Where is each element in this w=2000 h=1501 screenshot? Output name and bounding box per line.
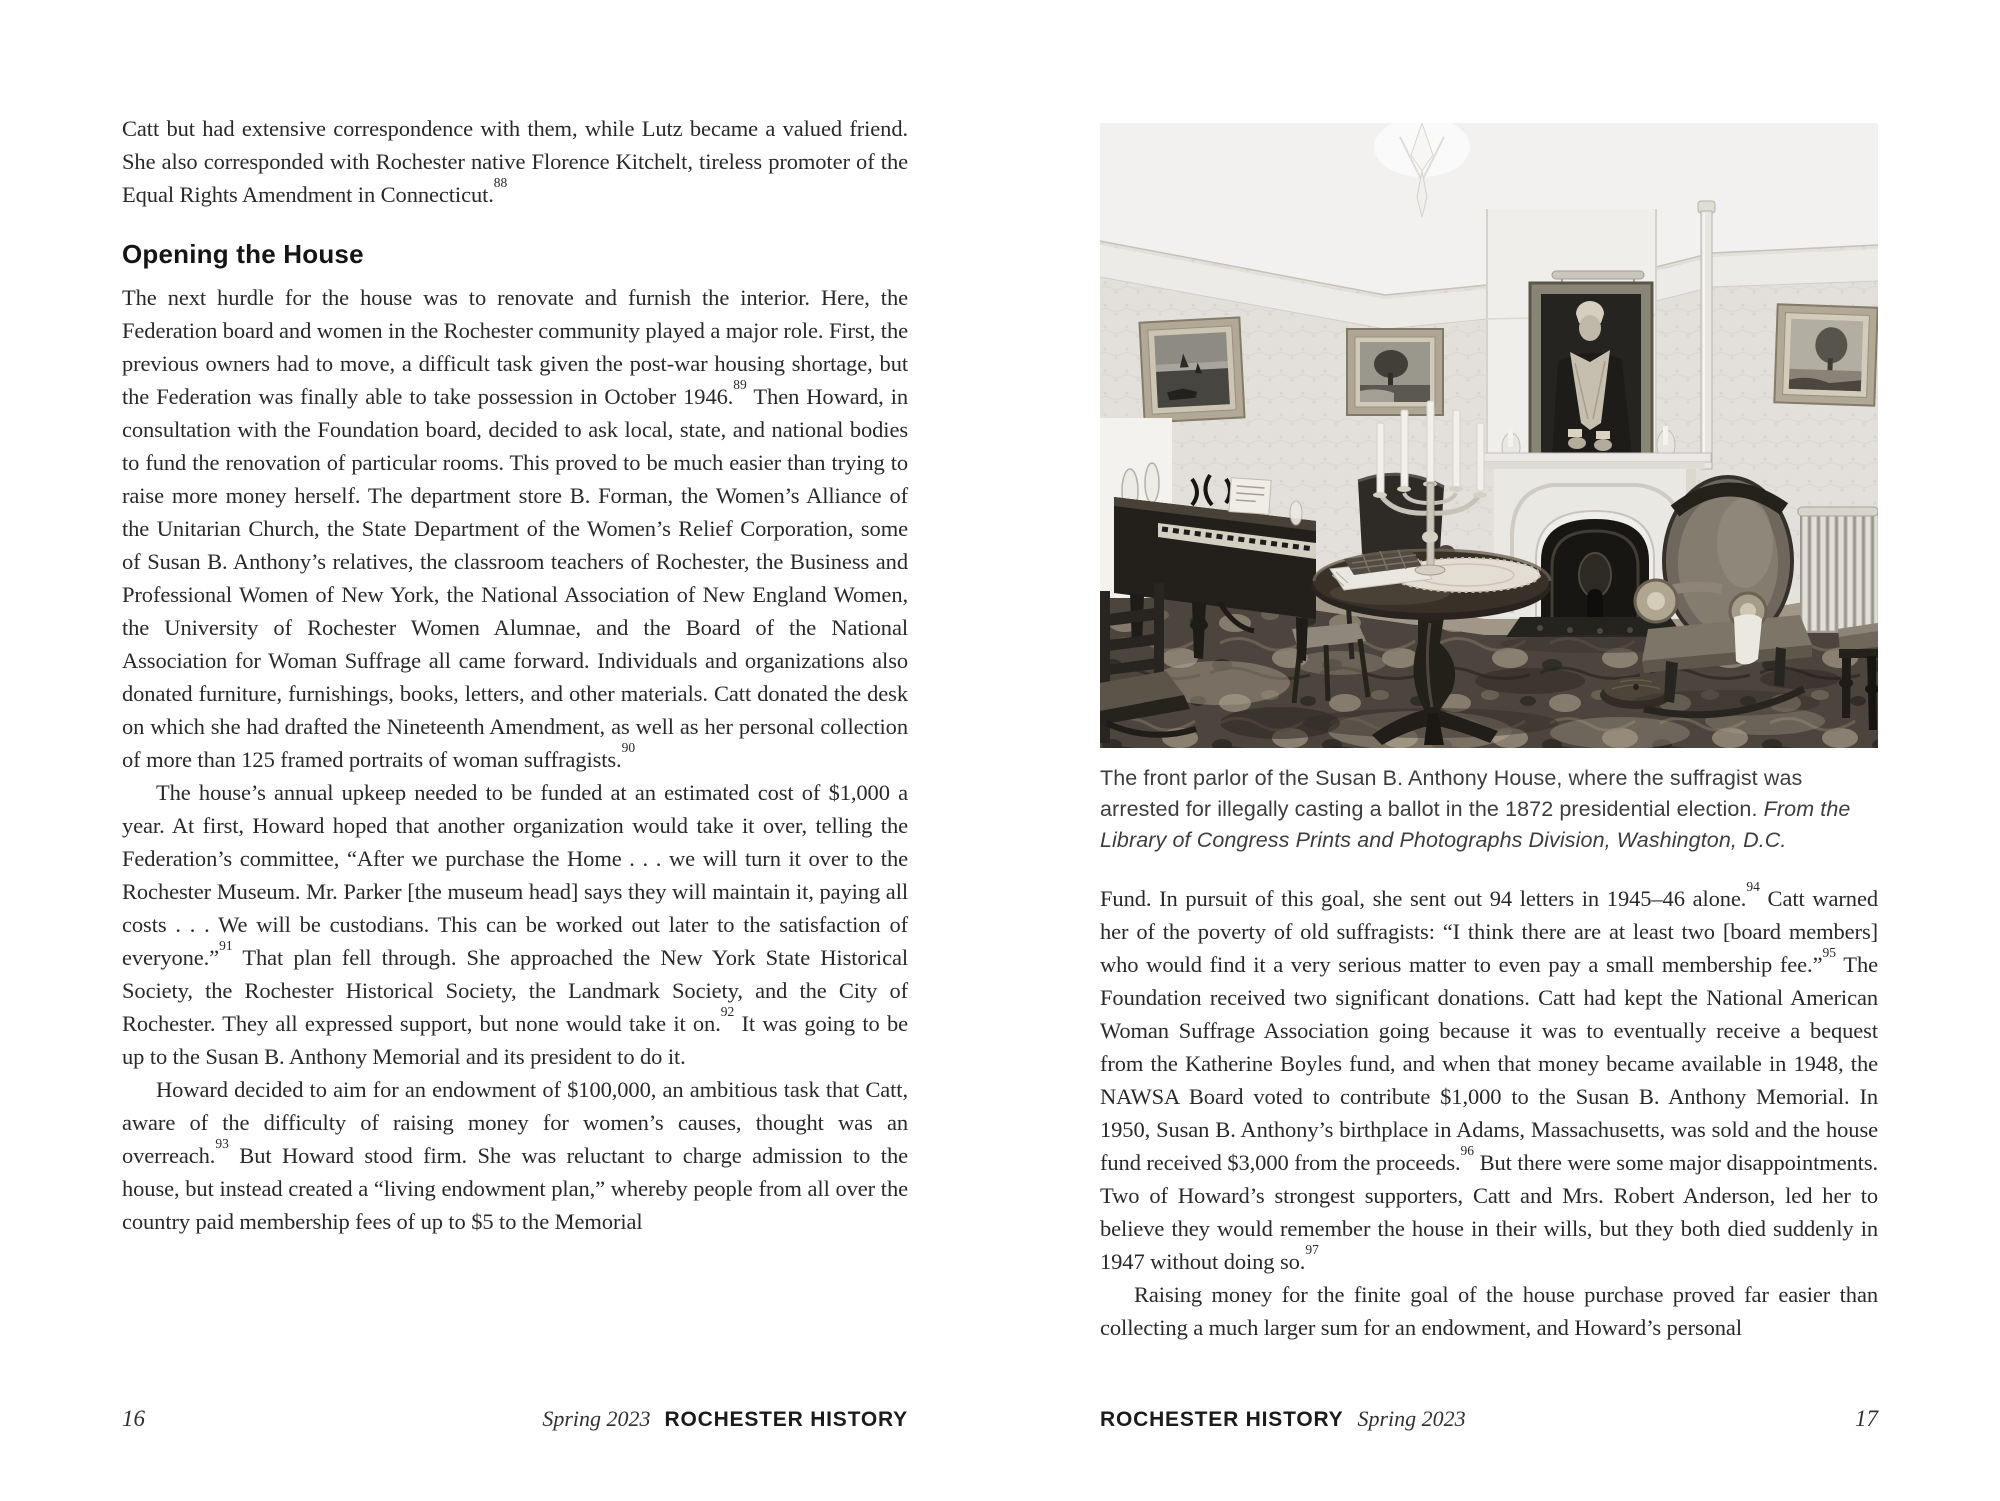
left-page-footer [122,1406,908,1432]
paragraph-intro: Catt but had extensive correspondence with them, while Lutz became a valued friend. She also corresponded with Rochester native Florence Kitchelt, tireless promoter of the Equal Rights Amendment in Connecticut.$^{88}$ [122,116,908,207]
issue-label: Spring 2023 [1357,1406,1466,1431]
paragraph: Raising money for the finite goal of the house purchase proved far easier than collecting a much larger sum for an endowment, and Howard’s personal [1100,1282,1878,1340]
paragraph: Fund. In pursuit of this goal, she sent out 94 letters in 1945–46 alone.$^{94}$ Catt warned her of the poverty of old suffragists: “I think there are at least two [board members] who would find it a very serious matter to even pay a small membership fee.”$^{95}$ The Foundation received two significant donations. Catt had kept the National American Woman Suffrage Association going because it was to eventually receive a bequest from the Katherine Boyles fund, and when that money became available in 1948, the NAWSA Board voted to contribute $1,000 to the Susan B. Anthony Memorial. In 1950, Susan B. Anthony’s birthplace in Adams, Massachusetts, was sold and the house fund received $3,000 from the proceeds.$^{96}$ But there were some major disappointments. Two of Howard’s strongest supporters, Catt and Mrs. Robert Anderson, led her to believe they would remember the house in their wills, but they both died suddenly in 1947 without doing so.$^{97}$ [1100,878,1879,1274]
journal-title: ROCHESTER HISTORY [664,1408,908,1431]
left-page [122,112,908,1238]
running-title [542,1406,908,1432]
right-page-footer [1100,1406,1878,1432]
parlor-photo-figure [1100,123,1878,856]
right-page [1100,123,1878,1344]
running-title [1100,1406,1466,1432]
photo-caption: The front parlor of the Susan B. Anthony House, where the suffragist was arrested for illegally casting a ballot in the 1872 presidential election. From the Library of Congress Prints and Photographs Division, Washington, D.C. [1100,766,1851,852]
paragraph: The next hurdle for the house was to renovate and furnish the interior. Here, the Federation board and women in the Rochester community played a major role. First, the previous owners had to move, a difficult task given the post-war housing shortage, but the Federation was finally able to take possession in October 1946.89 Then Howard, in consultation with the Foundation board, decided to ask local, state, and national bodies to fund the renovation of particular rooms. This proved to be much easier than trying to raise more money herself. The department store B. Forman, the Women’s Alliance of the Unitarian Church, the State Department of the Women’s Relief Corporation, some of Susan B. Anthony’s relatives, the classroom teachers of Rochester, the Business and Professional Women of New York, the National Association of New England Women, the University of Rochester Women Alumnae, and the Board of the National Association for Woman Suffrage all came forward. Individuals and organizations also donated furniture, furnishings, books, letters, and other materials. Catt donated the desk on which she had drafted the Nineteenth Amendment, as well as her personal collection of more than 125 framed portraits of woman suffragists.$^{90}$ [122,285,908,772]
paragraph: The house’s annual upkeep needed to be funded at an estimated cost of $1,000 a year. At first, Howard hoped that another organization would take it over, telling the Federation’s committee, “After we purchase the Home . . . we will turn it over to the Rochester Museum. Mr. Parker [the museum head] says they will maintain it, paying all costs . . . We will be custodians. This can be worked out later to the satisfaction of everyone.”$^{91}$ That plan fell through. She approached the New York State Historical Society, the Rochester Historical Society, the Landmark Society, and the City of Rochester. They all expressed support, but none would take it on.$^{92}$ It was going to be up to the Susan B. Anthony Memorial and its president to do it. [122,780,909,1069]
journal-title: ROCHESTER HISTORY [1100,1408,1344,1431]
page-number: 17 [1855,1406,1878,1431]
page-number: 16 [122,1406,145,1431]
issue-label: Spring 2023 [542,1406,651,1431]
paragraph: Howard decided to aim for an endowment of $100,000, an ambitious task that Catt, aware of the difficulty of raising money for women’s causes, thought was an overreach.$^{93}$ But Howard stood firm. She was reluctant to charge admission to the house, but instead created a “living endowment plan,” whereby people from all over the country paid membership fees of up to $5 to the Memorial [122,1077,908,1234]
parlor-photograph [1100,123,1878,748]
section-heading: Opening the House [122,239,364,269]
